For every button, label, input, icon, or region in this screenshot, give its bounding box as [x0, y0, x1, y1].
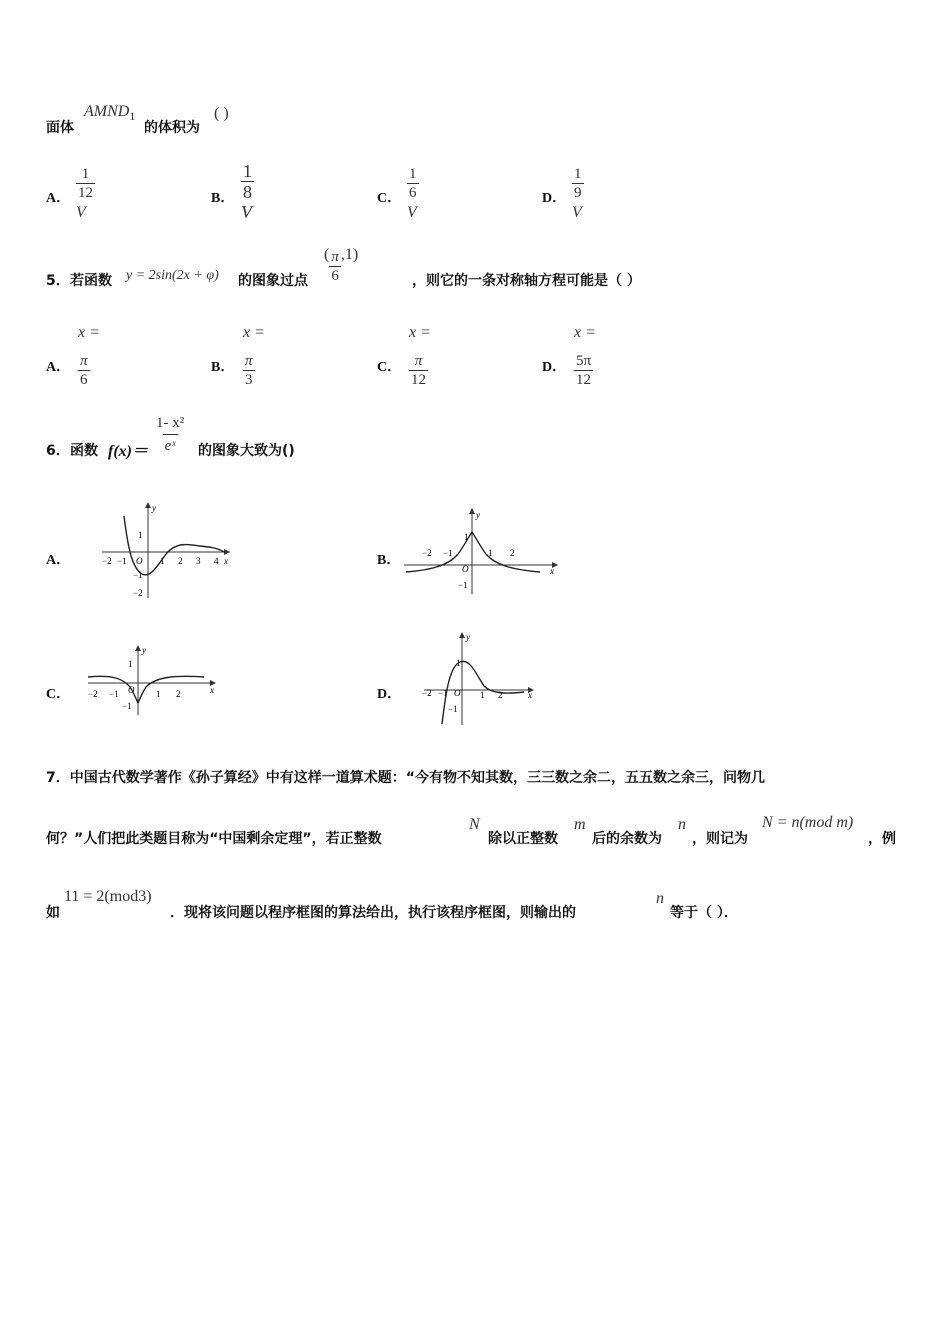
- axis-label-y: y: [466, 632, 470, 642]
- option-letter: C．: [377, 191, 402, 206]
- q6-number: 6．: [46, 443, 70, 459]
- axis-label-y: y: [152, 503, 156, 513]
- tick-x: −1: [109, 689, 119, 699]
- q5-number: 5．: [46, 273, 70, 289]
- tick-y: −1: [448, 704, 458, 714]
- tick-x: 1: [160, 556, 165, 566]
- fraction: $\frac{1}{9}$: [574, 166, 582, 201]
- tick-x: −1: [117, 556, 127, 566]
- origin-label: O: [454, 688, 461, 698]
- var-n: n: [678, 816, 686, 833]
- option-letter: B．: [211, 360, 235, 375]
- q6-fx: f(x)＝: [108, 443, 148, 460]
- axis-label-x: x: [224, 556, 228, 566]
- tick-x: 2: [178, 556, 183, 566]
- q6-graph-d[interactable]: [420, 630, 540, 728]
- tick-y: 1: [464, 532, 469, 542]
- tick-x: 2: [498, 690, 503, 700]
- option-letter: D．: [542, 191, 567, 206]
- q4-options: A． $\frac{1}{12}$ V B． $\frac{1}{8}$ V C． $\frac{1}{6}$ V D． $\frac{1}{9}$ V: [46, 161, 582, 222]
- q6-option-d-label[interactable]: D．: [377, 687, 402, 702]
- origin-label: O: [136, 556, 143, 566]
- tick-x: 2: [510, 548, 515, 558]
- axis-label-x: x: [550, 566, 554, 576]
- tick-y: 1: [128, 659, 133, 669]
- option-letter: A．: [46, 191, 71, 206]
- origin-label: O: [462, 564, 469, 574]
- var-m: m: [574, 816, 586, 833]
- q5-text3: ，则它的一条对称轴方程可能是（ ）: [412, 273, 641, 289]
- curve: [124, 516, 224, 575]
- axis-label-y: y: [476, 510, 480, 520]
- q6-stem: [46, 412, 546, 462]
- q6-option-c-label[interactable]: C．: [46, 687, 71, 702]
- q6-option-a-label[interactable]: A．: [46, 553, 71, 568]
- tick-x: 1: [480, 690, 485, 700]
- q6-text2: 的图象大致为(): [198, 443, 295, 459]
- tick-y: −1: [122, 701, 132, 711]
- var-N: N: [469, 816, 480, 833]
- tick-x: −1: [438, 688, 448, 698]
- q4-solid: $AMND_1$: [84, 103, 136, 123]
- tick-x: −2: [102, 556, 112, 566]
- tick-x: 3: [196, 556, 201, 566]
- q6-graph-a[interactable]: [96, 498, 246, 603]
- var-n-output: n: [656, 890, 664, 907]
- tick-x: 2: [176, 689, 181, 699]
- q6-graph-c[interactable]: [84, 643, 224, 718]
- option-letter: B．: [211, 191, 235, 206]
- axis-label-x: x: [528, 690, 532, 700]
- q6-text1: 函数: [70, 443, 98, 459]
- origin-label: O: [128, 685, 135, 695]
- tick-y: −2: [133, 588, 143, 598]
- q6-fraction: $\frac{\text{1- x²}}{\text{eˣ}}$: [150, 412, 190, 457]
- tick-x: 1: [488, 548, 493, 558]
- q4-suffix: 的体积为: [144, 120, 200, 136]
- fraction: $\frac{1}{6}$: [409, 166, 417, 201]
- q5-options: A． x = $\frac{\pi}{6}$ B． x = $\frac{\pi}{3}$ C． x = $\frac{\pi}{12}$ D． x = $\frac{5\pi}{12}$: [46, 324, 596, 388]
- axis-label-y: y: [142, 645, 146, 655]
- q7-line1: 7．中国古代数学著作《孙子算经》中有这样一道算术题：“今有物不知其数，三三数之余二，五五数之余三，问物几: [46, 770, 765, 786]
- example: 11 = 2(mod3): [64, 888, 152, 905]
- axis-label-x: x: [210, 685, 214, 695]
- q4-prefix: 面体: [46, 120, 74, 136]
- tick-x: 4: [214, 556, 219, 566]
- q6-option-b-label[interactable]: B．: [377, 553, 401, 568]
- tick-y: −1: [133, 570, 143, 580]
- option-letter: A．: [46, 360, 71, 375]
- q5-text2: 的图象过点: [238, 273, 308, 289]
- tick-y: 1: [456, 658, 461, 668]
- q5-text1: 若函数: [70, 273, 112, 289]
- option-letter: C．: [377, 360, 402, 375]
- tick-y: −1: [458, 580, 468, 590]
- q5-point: ( $\frac{\pi}{6}$ ,1): [324, 246, 359, 284]
- fraction: $\frac{1}{8}$: [243, 161, 252, 202]
- q7-line3: 如 11 = 2(mod3) ．现将该问题以程序框图的算法给出，执行该程序框图，则输出的 n 等于（ ）．: [46, 888, 738, 921]
- congruence: N = n(mod m): [762, 814, 854, 831]
- q5-function: y = 2sin(2x + φ): [126, 268, 219, 283]
- option-letter: D．: [542, 360, 567, 375]
- tick-x: −2: [422, 688, 432, 698]
- tick-x: −2: [422, 548, 432, 558]
- q4-paren: ( ): [214, 105, 229, 122]
- tick-y: 1: [138, 530, 143, 540]
- fraction: $\frac{1}{12}$: [78, 166, 93, 201]
- curve: [88, 676, 204, 703]
- tick-x: −2: [88, 689, 98, 699]
- q6-graph-b[interactable]: [400, 506, 565, 598]
- tick-x: −1: [443, 548, 453, 558]
- q7-line2: 何？”人们把此类题目称为“中国剩余定理”，若正整数 N 除以正整数 m 后的余数为 n ，则记为 N = n(mod m) ，例: [46, 814, 896, 847]
- tick-x: 1: [156, 689, 161, 699]
- q5-stem: [46, 248, 926, 294]
